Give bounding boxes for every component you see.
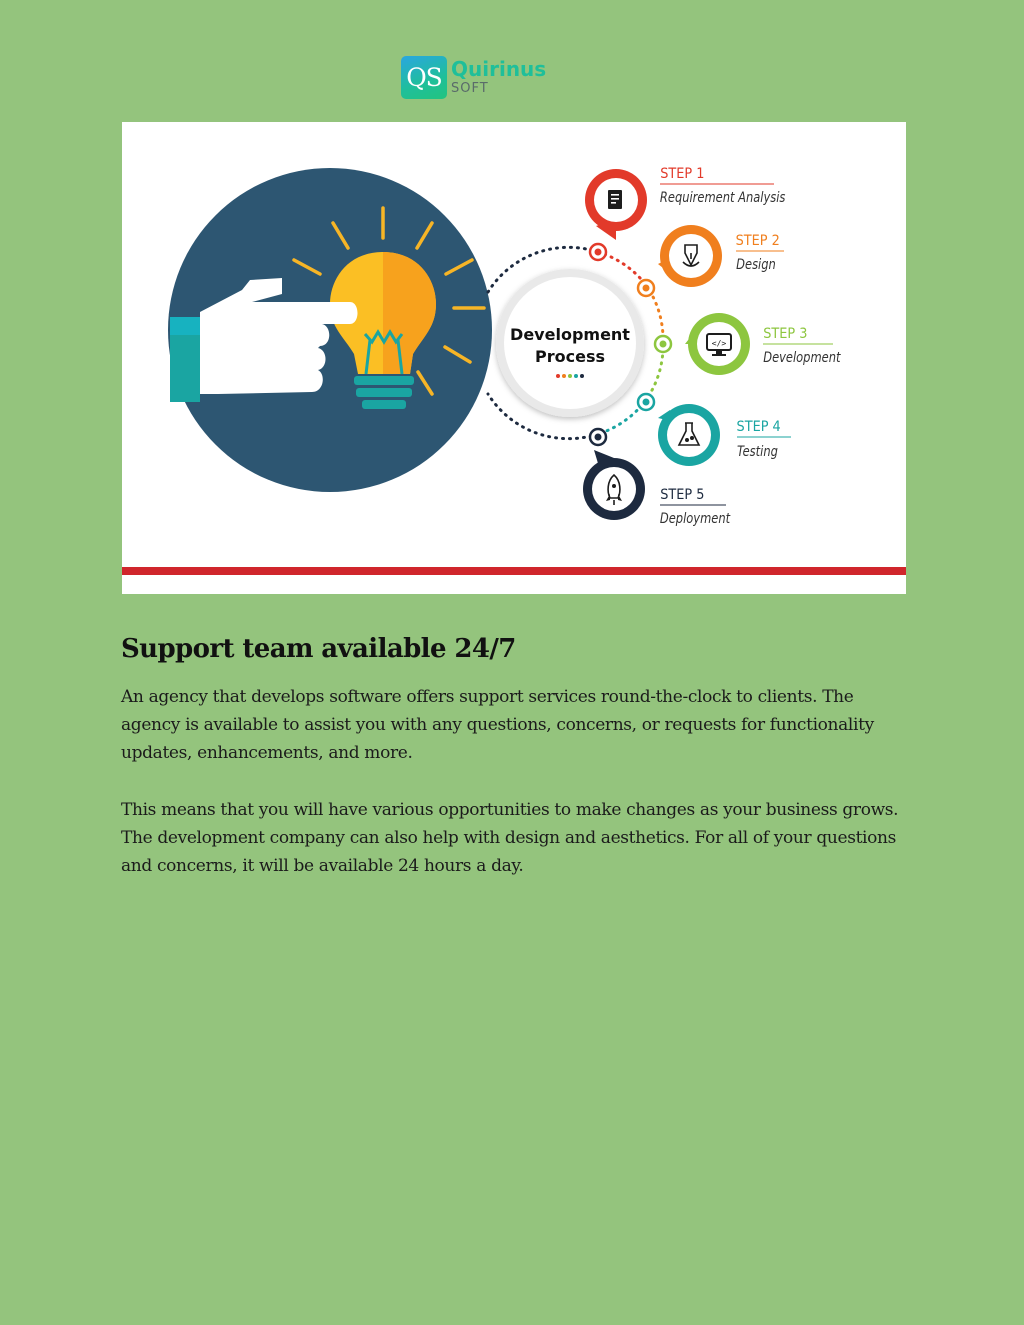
idea-hand-bulb-icon [168,168,492,492]
center-title-line2: Process [535,347,605,366]
step-4-label: STEP 4 [736,419,781,436]
logo-sub: SOFT [451,81,489,96]
logo-name: Quirinus [451,57,547,81]
step-5-name: Deployment [659,510,731,528]
section-heading: Support team available 24/7 [121,634,516,664]
step-3 [685,313,841,375]
paragraph-1: An agency that develops software offers support services round-the-clock to clients. The agency is available to assist you with any questions, concerns, or requests for functionality updates, enhancements, and more. [121,687,874,763]
step-3-label: STEP 3 [763,326,808,343]
logo-wordmark [451,59,546,95]
step-4 [658,404,791,466]
red-divider [122,567,906,575]
step-2-name: Design [736,256,776,274]
step-1-name: Requirement Analysis [659,189,786,207]
svg-text:</>: </> [711,339,727,348]
center-circle [496,269,644,417]
logo-mark: QS [401,56,447,99]
company-logo [401,55,546,99]
center-title-line1: Development [510,325,630,344]
development-process-illustration [122,122,906,594]
step-5-label: STEP 5 [660,487,705,504]
step-5 [583,450,731,527]
document-icon [608,190,622,209]
step-4-name: Testing [737,443,778,461]
step-3-name: Development [763,349,841,367]
step-1-label: STEP 1 [660,166,705,183]
paragraph-2: This means that you will have various opportunities to make changes as your business grows. The development company can also help with design and aesthetics. For all of your questions and concerns, it will be available 24 hours a day. [121,800,899,876]
step-2 [658,225,784,287]
step-2-label: STEP 2 [735,233,780,250]
